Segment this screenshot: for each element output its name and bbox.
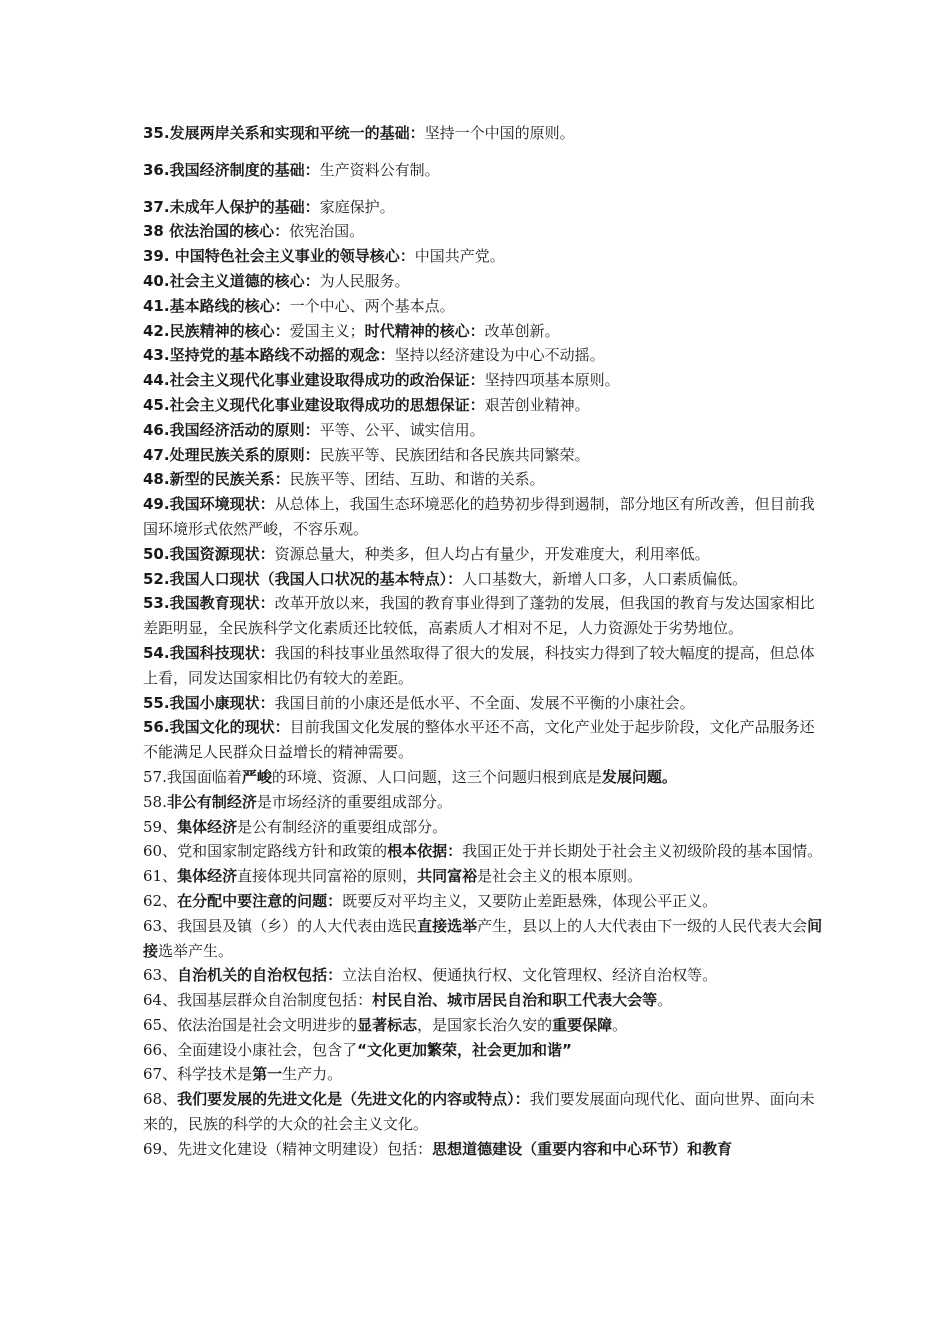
text-segment: 69、先进文化建设（精神文明建设）包括： xyxy=(143,1139,433,1158)
list-item xyxy=(143,889,823,914)
bold-text: 47.处理民族关系的原则： xyxy=(143,445,320,464)
list-item xyxy=(143,343,823,368)
bold-text: 50.我国资源现状： xyxy=(143,544,275,563)
text-segment: 坚持四项基本原则。 xyxy=(484,371,620,390)
bold-text: 思想道德建设（重要内容和中心环节）和教育 xyxy=(432,1139,733,1158)
bold-text: 村民自治、城市居民自治和职工代表大会等 xyxy=(372,991,658,1010)
list-item xyxy=(143,988,823,1013)
text-segment: 是社会主义的根本原则。 xyxy=(477,867,643,886)
bold-text: 根本依据： xyxy=(387,842,463,861)
text-segment: 一个中心、两个基本点。 xyxy=(289,296,455,315)
text-segment: 61、 xyxy=(143,867,178,886)
list-item xyxy=(143,715,823,765)
list-item xyxy=(143,244,823,269)
list-item xyxy=(143,1062,823,1087)
list-item xyxy=(143,963,823,988)
bold-text: 41.基本路线的核心： xyxy=(143,296,290,315)
text-segment: 既要反对平均主义，又要防止差距悬殊，体现公平正义。 xyxy=(342,891,718,910)
list-item xyxy=(143,864,823,889)
item-list xyxy=(143,121,823,1162)
list-item xyxy=(143,368,823,393)
bold-text: 共同富裕 xyxy=(417,867,478,886)
text-segment: 家庭保护。 xyxy=(319,197,395,216)
list-item xyxy=(143,443,823,468)
text-segment: 爱国主义； xyxy=(289,321,365,340)
text-segment: 是市场经济的重要组成部分。 xyxy=(256,792,452,811)
list-item xyxy=(143,467,823,492)
text-segment: 艰苦创业精神。 xyxy=(484,395,590,414)
text-segment: 我国目前的小康还是低水平、不全面、发展不平衡的小康社会。 xyxy=(274,693,695,712)
text-segment: 66、全面建设小康社会，包含了 xyxy=(143,1040,358,1059)
list-item xyxy=(143,1038,823,1063)
text-segment: 。 xyxy=(657,991,673,1010)
bold-text: 44.社会主义现代化事业建设取得成功的政治保证： xyxy=(143,371,485,390)
text-segment: 人口基数大，新增人口多，人口素质偏低。 xyxy=(462,569,748,588)
text-segment: 64、我国基层群众自治制度包括： xyxy=(143,991,373,1010)
bold-text: 53.我国教育现状： xyxy=(143,594,275,613)
bold-text: 35.发展两岸关系和实现和平统一的基础： xyxy=(143,124,425,142)
list-item xyxy=(143,1137,823,1162)
text-segment: 目前我国文化发展的整体水平还不高，文化产业处于起步阶段，文化产品服务还不能满足人民群众日益增长的精神需要。 xyxy=(143,718,815,762)
bold-text: 48.新型的民族关系： xyxy=(143,470,290,489)
text-segment: 坚持以经济建设为中心不动摇。 xyxy=(394,346,605,365)
list-item xyxy=(143,765,823,790)
text-segment: 60、党和国家制定路线方针和政策的 xyxy=(143,842,388,861)
text-segment: 选举产生。 xyxy=(158,941,234,960)
list-item xyxy=(143,641,823,691)
text-segment: 资源总量大，种类多，但人均占有量少，开发难度大，利用率低。 xyxy=(274,544,710,563)
text-segment: 直接体现共同富裕的原则， xyxy=(237,867,418,886)
text-segment: 民族平等、团结、互助、和谐的关系。 xyxy=(289,470,545,489)
list-item xyxy=(143,393,823,418)
list-item xyxy=(143,914,823,964)
list-item xyxy=(143,219,823,244)
text-segment: 平等、公平、诚实信用。 xyxy=(319,420,485,439)
bold-text: 49.我国环境现状： xyxy=(143,495,275,514)
text-segment: 生产力。 xyxy=(282,1065,343,1084)
bold-text: 39. 中国特色社会主义事业的领导核心： xyxy=(143,247,415,266)
text-segment: 59、 xyxy=(143,817,178,836)
text-segment: 63、 xyxy=(143,966,178,985)
text-segment: 我们要发展面向现代化、面向世界、面向未来的，民族的科学的大众的社会主义文化。 xyxy=(143,1090,815,1134)
list-item xyxy=(143,591,823,641)
list-item xyxy=(143,567,823,592)
list-item xyxy=(143,195,823,220)
text-segment: 改革开放以来，我国的教育事业得到了蓬勃的发展，但我国的教育与发达国家相比差距明显，全民族科学文化素质还比较低，高素质人才相对不足，人力资源处于劣势地位。 xyxy=(143,594,815,638)
list-item xyxy=(143,269,823,294)
bold-text: 54.我国科技现状： xyxy=(143,643,275,662)
bold-text: 发展问题。 xyxy=(601,767,677,786)
bold-text: 我们要发展的先进文化是（先进文化的内容或特点）： xyxy=(177,1090,530,1109)
list-item xyxy=(143,542,823,567)
bold-text: 时代精神的核心： xyxy=(364,321,485,340)
bold-text: “文化更加繁荣，社会更加和谐” xyxy=(357,1040,572,1059)
bold-text: 56.我国文化的现状： xyxy=(143,718,290,737)
bold-text: 55.我国小康现状： xyxy=(143,693,275,712)
text-segment: 立法自治权、便通执行权、文化管理权、经济自治权等。 xyxy=(342,966,718,985)
text-segment: 从总体上，我国生态环境恶化的趋势初步得到遏制，部分地区有所改善，但目前我国环境形式依然严峻，不容乐观。 xyxy=(143,495,815,538)
bold-text: 52.我国人口现状（我国人口状况的基本特点）： xyxy=(143,569,463,588)
bold-text: 46.我国经济活动的原则： xyxy=(143,420,320,439)
list-item xyxy=(143,158,823,183)
text-segment: 产生，县以上的人大代表由下一级的人民代表大会 xyxy=(477,916,808,935)
text-segment: 57.我国面临着 xyxy=(143,767,242,786)
bold-text: 显著标志 xyxy=(357,1015,418,1034)
list-item xyxy=(143,1013,823,1038)
bold-text: 严峻 xyxy=(241,767,272,786)
bold-text: 40.社会主义道德的核心： xyxy=(143,271,320,290)
list-item xyxy=(143,319,823,344)
text-segment: 民族平等、民族团结和各民族共同繁荣。 xyxy=(319,445,590,464)
list-item xyxy=(143,294,823,319)
text-segment: 58. xyxy=(143,792,167,811)
text-segment: 坚持一个中国的原则。 xyxy=(424,124,575,142)
text-segment: 68、 xyxy=(143,1090,178,1109)
text-segment: ，是国家长治久安的 xyxy=(417,1015,553,1034)
text-segment: 65、依法治国是社会文明进步的 xyxy=(143,1015,358,1034)
text-segment: 依宪治国。 xyxy=(289,222,365,241)
text-segment: 生产资料公有制。 xyxy=(319,160,440,179)
list-item xyxy=(143,691,823,716)
bold-text: 第一 xyxy=(252,1065,283,1084)
bold-text: 重要保障 xyxy=(552,1015,613,1034)
text-segment: 改革创新。 xyxy=(484,321,560,340)
text-segment: 63、我国县及镇（乡）的人大代表由选民 xyxy=(143,916,418,935)
list-item xyxy=(143,815,823,840)
text-segment: 我国正处于并长期处于社会主义初级阶段的基本国情。 xyxy=(462,842,823,861)
text-segment: 为人民服务。 xyxy=(319,271,410,290)
text-segment: 我国的科技事业虽然取得了很大的发展，科技实力得到了较大幅度的提高，但总体上看，同发达国家相比仍有较大的差距。 xyxy=(143,643,815,687)
text-segment: 67、科学技术是 xyxy=(143,1065,253,1084)
bold-text: 43.坚持党的基本路线不动摇的观念： xyxy=(143,346,395,365)
list-item xyxy=(143,121,823,146)
bold-text: 直接选举 xyxy=(417,916,478,935)
text-segment: 中国共产党。 xyxy=(414,247,505,266)
bold-text: 36.我国经济制度的基础： xyxy=(143,160,320,179)
bold-text: 自治机关的自治权包括： xyxy=(177,966,343,985)
bold-text: 38 依法治国的核心： xyxy=(143,222,290,241)
bold-text: 37.未成年人保护的基础： xyxy=(143,197,320,216)
text-segment: 。 xyxy=(612,1015,628,1034)
list-item xyxy=(143,492,823,542)
list-item xyxy=(143,418,823,443)
bold-text: 42.民族精神的核心： xyxy=(143,321,290,340)
bold-text: 间接 xyxy=(143,916,823,960)
bold-text: 非公有制经济 xyxy=(166,792,257,811)
list-item xyxy=(143,790,823,815)
list-item xyxy=(143,1087,823,1137)
bold-text: 集体经济 xyxy=(177,817,238,836)
bold-text: 45.社会主义现代化事业建设取得成功的思想保证： xyxy=(143,395,485,414)
bold-text: 在分配中要注意的问题： xyxy=(177,891,343,910)
bold-text: 集体经济 xyxy=(177,867,238,886)
text-segment: 的环境、资源、人口问题，这三个问题归根到底是 xyxy=(271,767,602,786)
list-item xyxy=(143,839,823,864)
text-segment: 是公有制经济的重要组成部分。 xyxy=(237,817,448,836)
text-segment: 62、 xyxy=(143,891,178,910)
